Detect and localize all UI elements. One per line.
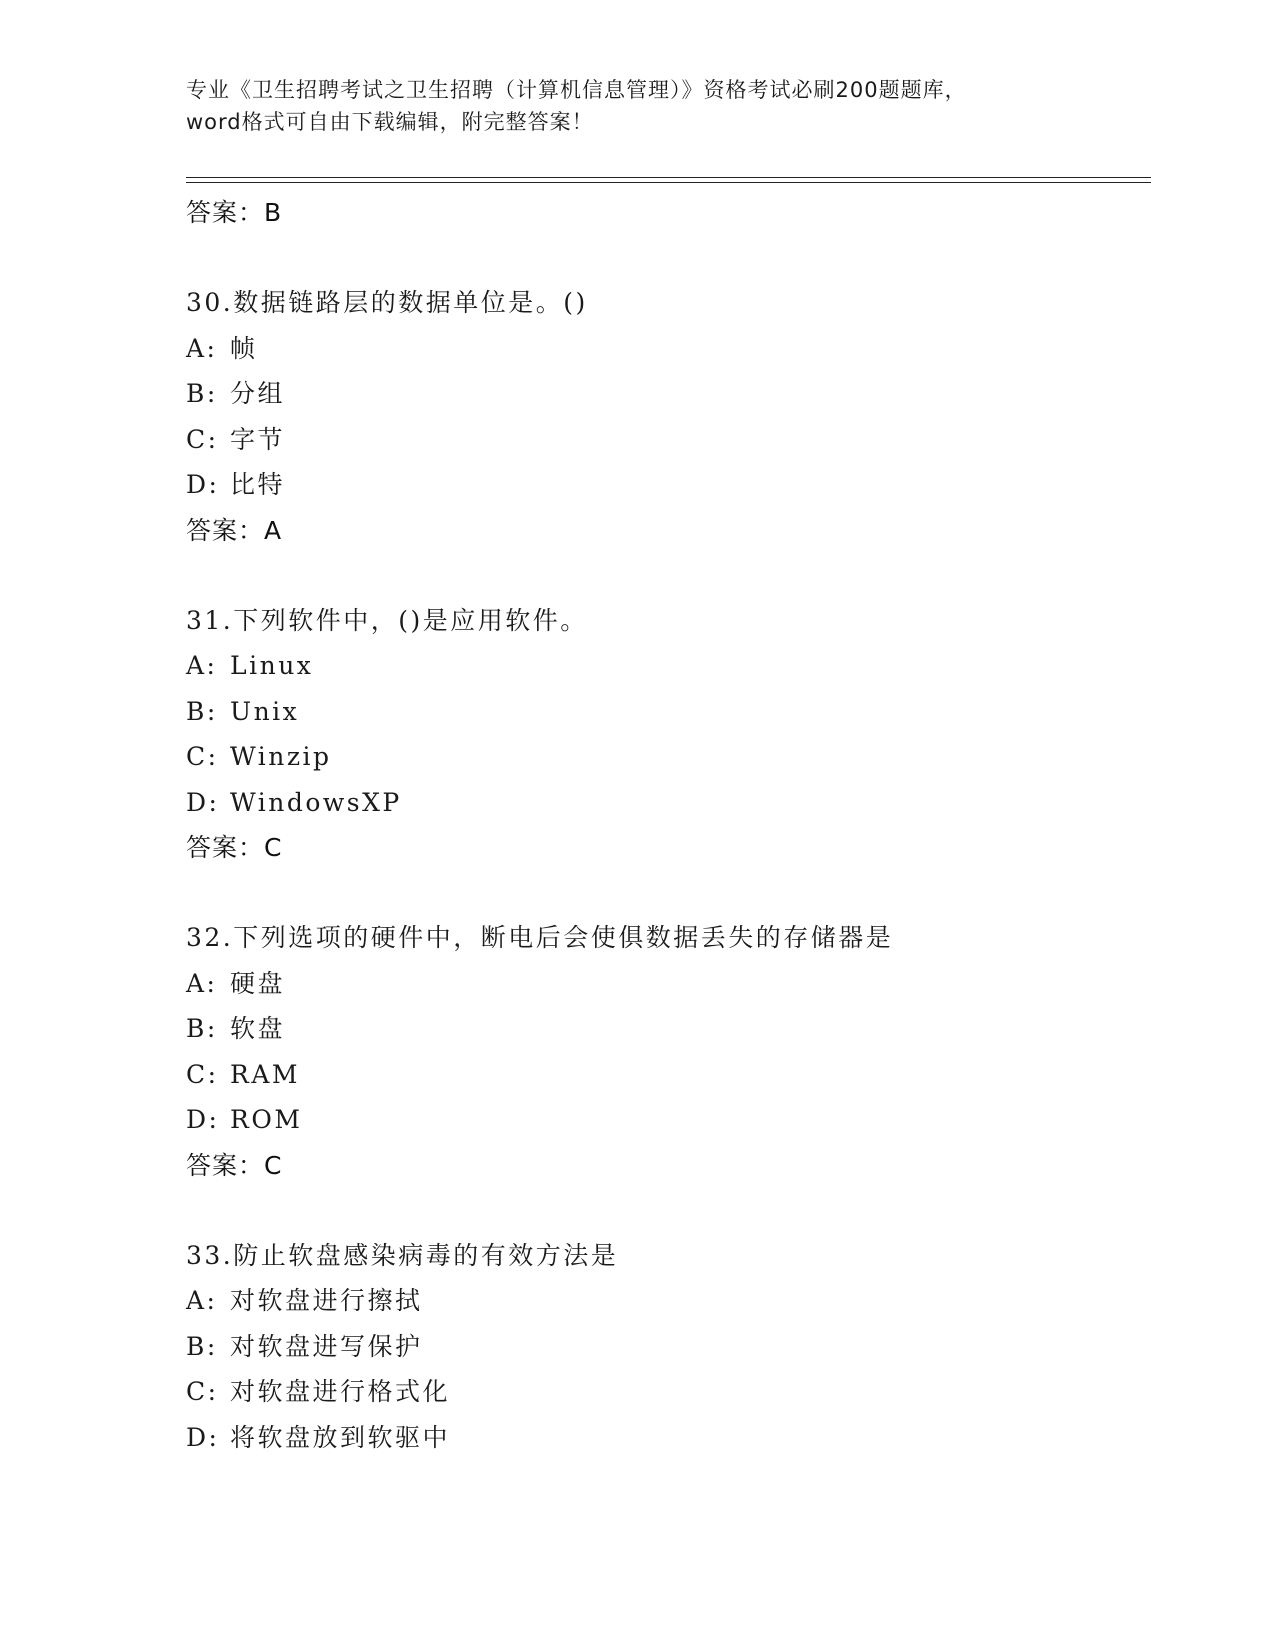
question-33 — [186, 1233, 1146, 1461]
option-label: C: — [186, 1059, 219, 1089]
option-label: A: — [186, 1286, 218, 1315]
option-b — [186, 1324, 1146, 1370]
question-30 — [186, 280, 1146, 554]
option-text: Winzip — [230, 742, 332, 771]
header-divider-bottom — [186, 182, 1151, 183]
option-label: A: — [186, 651, 218, 680]
option-label: D: — [186, 787, 220, 817]
option-label: B: — [186, 379, 218, 408]
option-label: B: — [186, 1014, 218, 1043]
question-list — [186, 190, 1146, 1460]
option-text: 帧 — [230, 333, 258, 363]
option-text: WindowsXP — [230, 787, 402, 817]
option-text: 分组 — [230, 379, 286, 408]
option-d — [186, 1097, 1146, 1143]
option-b — [186, 689, 1146, 735]
header-divider-top — [186, 177, 1151, 178]
option-c — [186, 734, 1146, 780]
question-stem: 33.防止软盘感染病毒的有效方法是 — [186, 1240, 619, 1270]
option-c — [186, 417, 1146, 463]
option-a — [186, 326, 1146, 372]
option-label: A: — [186, 968, 218, 998]
option-text: RAM — [230, 1059, 300, 1089]
option-b — [186, 1006, 1146, 1052]
option-text: Unix — [230, 696, 300, 726]
previous-answer: 答案：B — [186, 198, 283, 227]
option-label: D: — [186, 1105, 220, 1134]
option-d — [186, 1415, 1146, 1461]
option-text: 对软盘进行擦拭 — [230, 1286, 423, 1315]
question-32 — [186, 915, 1146, 1189]
option-a — [186, 1278, 1146, 1324]
option-label: B: — [186, 696, 218, 726]
option-label: C: — [186, 742, 219, 771]
question-stem: 31.下列软件中，()是应用软件。 — [186, 605, 588, 635]
option-c — [186, 1052, 1146, 1098]
option-a — [186, 961, 1146, 1007]
option-label: D: — [186, 1422, 220, 1452]
option-text: 将软盘放到软驱中 — [230, 1422, 451, 1452]
option-text: Linux — [230, 651, 314, 680]
option-text: 软盘 — [230, 1014, 286, 1043]
option-text: 对软盘进行格式化 — [230, 1377, 451, 1406]
option-label: D: — [186, 470, 220, 499]
header-line-2: word格式可自由下载编辑，附完整答案！ — [186, 110, 594, 134]
option-text: 比特 — [230, 470, 286, 499]
answer-line: 答案：C — [186, 833, 283, 862]
option-text: 字节 — [230, 424, 286, 454]
option-label: A: — [186, 333, 218, 363]
question-stem: 30.数据链路层的数据单位是。() — [186, 288, 588, 317]
answer-line: 答案：C — [186, 1150, 283, 1180]
question-stem: 32.下列选项的硬件中，断电后会使俱数据丢失的存储器是 — [186, 923, 894, 952]
option-d — [186, 780, 1146, 826]
option-text: 对软盘进写保护 — [230, 1331, 423, 1361]
option-text: ROM — [230, 1105, 303, 1134]
answer-line: 答案：A — [186, 515, 283, 545]
option-b — [186, 371, 1146, 417]
option-d — [186, 462, 1146, 508]
option-label: B: — [186, 1331, 218, 1361]
option-a — [186, 643, 1146, 689]
option-label: C: — [186, 1377, 219, 1406]
document-header — [186, 74, 1086, 138]
option-label: C: — [186, 424, 219, 454]
question-31 — [186, 598, 1146, 872]
option-text: 硬盘 — [230, 968, 286, 998]
option-c — [186, 1369, 1146, 1415]
header-line-1: 专业《卫生招聘考试之卫生招聘（计算机信息管理）》资格考试必刷200题题库， — [186, 78, 967, 102]
